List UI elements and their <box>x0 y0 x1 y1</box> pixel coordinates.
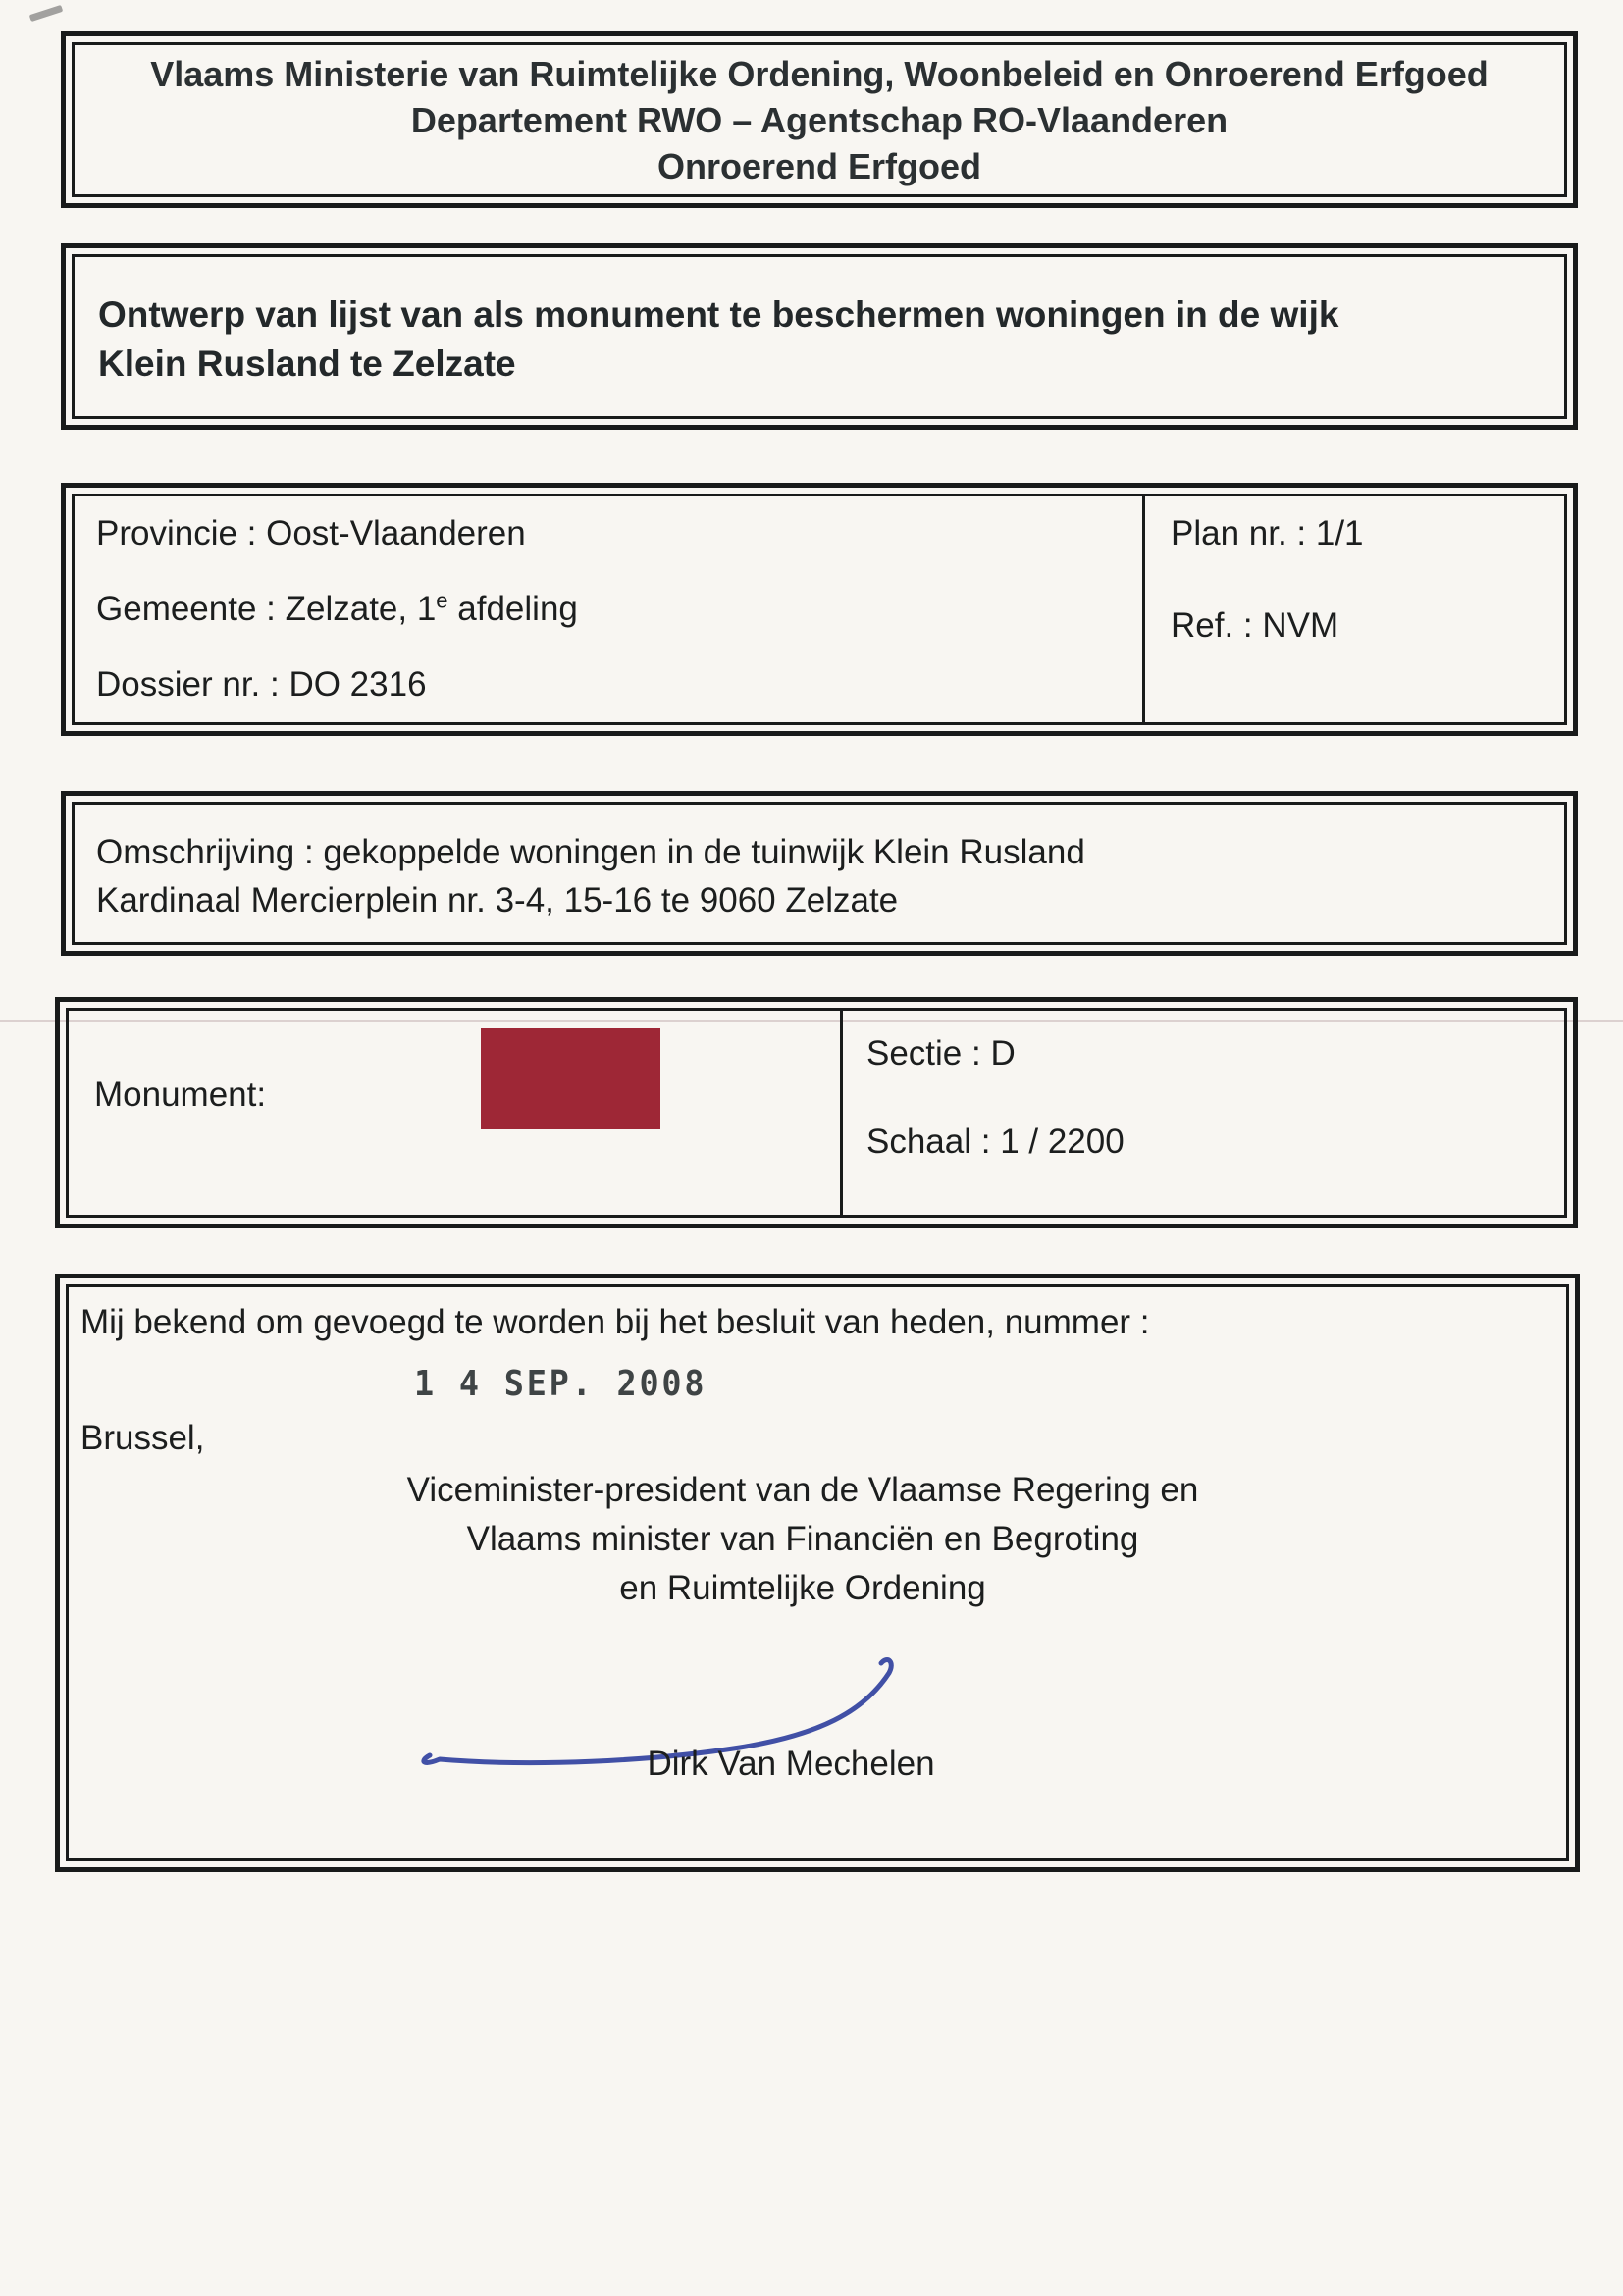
city-label: Brussel, <box>80 1419 205 1457</box>
agency-name: Onroerend Erfgoed <box>656 145 982 186</box>
location-info-left-column <box>75 496 1142 722</box>
ministry-name: Vlaams Ministerie van Ruimtelijke Ordening, Woonbeleid en Onroerend Erfgoed <box>150 53 1489 94</box>
minister-role-line-2: Vlaams minister van Financiën en Begroting <box>466 1520 1139 1558</box>
signature-box <box>55 1274 1580 1872</box>
signature-inner <box>66 1284 1569 1861</box>
monument-label: Monument: <box>94 1075 267 1114</box>
minister-role-block <box>69 1466 1537 1613</box>
gemeente-superscript: e <box>436 588 448 613</box>
monument-legend-right <box>840 1011 1564 1215</box>
document-title-box <box>61 243 1578 430</box>
dossier-field: Dossier nr. : DO 2316 <box>96 665 427 704</box>
document-title-line-2: Klein Rusland te Zelzate <box>98 343 516 384</box>
date-stamp: 1 4 SEP. 2008 <box>414 1364 707 1404</box>
document-title-inner <box>72 254 1567 419</box>
document-title-line-1: Ontwerp van lijst van als monument te beschermen woningen in de wijk <box>98 294 1339 335</box>
description-line-2: Kardinaal Mercierplein nr. 3-4, 15-16 te 9060 Zelzate <box>96 881 899 919</box>
description-line-1: Omschrijving : gekoppelde woningen in de tuinwijk Klein Rusland <box>96 833 1085 871</box>
gemeente-text: Gemeente : Zelzate, 1 <box>96 590 437 628</box>
description-inner <box>72 802 1567 945</box>
ref-field: Ref. : NVM <box>1171 606 1339 645</box>
gemeente-field <box>96 588 1142 631</box>
signer-name: Dirk Van Mechelen <box>647 1745 935 1783</box>
location-info-right-column <box>1142 496 1564 722</box>
minister-role-line-3: en Ruimtelijke Ordening <box>619 1569 986 1607</box>
sectie-field: Sectie : D <box>866 1034 1016 1072</box>
location-info-box <box>61 483 1578 736</box>
ministry-header-inner <box>72 42 1567 197</box>
decree-intro-text: Mij bekend om gevoegd te worden bij het besluit van heden, nummer : <box>80 1303 1150 1341</box>
monument-legend-left <box>69 1011 840 1215</box>
scan-smudge-artifact <box>29 5 63 22</box>
monument-legend-swatch <box>481 1028 660 1129</box>
monument-legend-box <box>55 997 1578 1228</box>
schaal-field: Schaal : 1 / 2200 <box>866 1122 1125 1161</box>
gemeente-suffix: afdeling <box>447 590 578 628</box>
ministry-header-box <box>61 31 1578 208</box>
location-info-inner <box>72 494 1567 725</box>
monument-legend-inner <box>66 1008 1567 1218</box>
description-box <box>61 791 1578 956</box>
plan-nr-field: Plan nr. : 1/1 <box>1171 514 1364 552</box>
department-name: Departement RWO – Agentschap RO-Vlaanderen <box>410 99 1229 140</box>
minister-role-line-1: Viceminister-president van de Vlaamse Regering en <box>406 1471 1199 1509</box>
provincie-field: Provincie : Oost-Vlaanderen <box>96 514 526 552</box>
